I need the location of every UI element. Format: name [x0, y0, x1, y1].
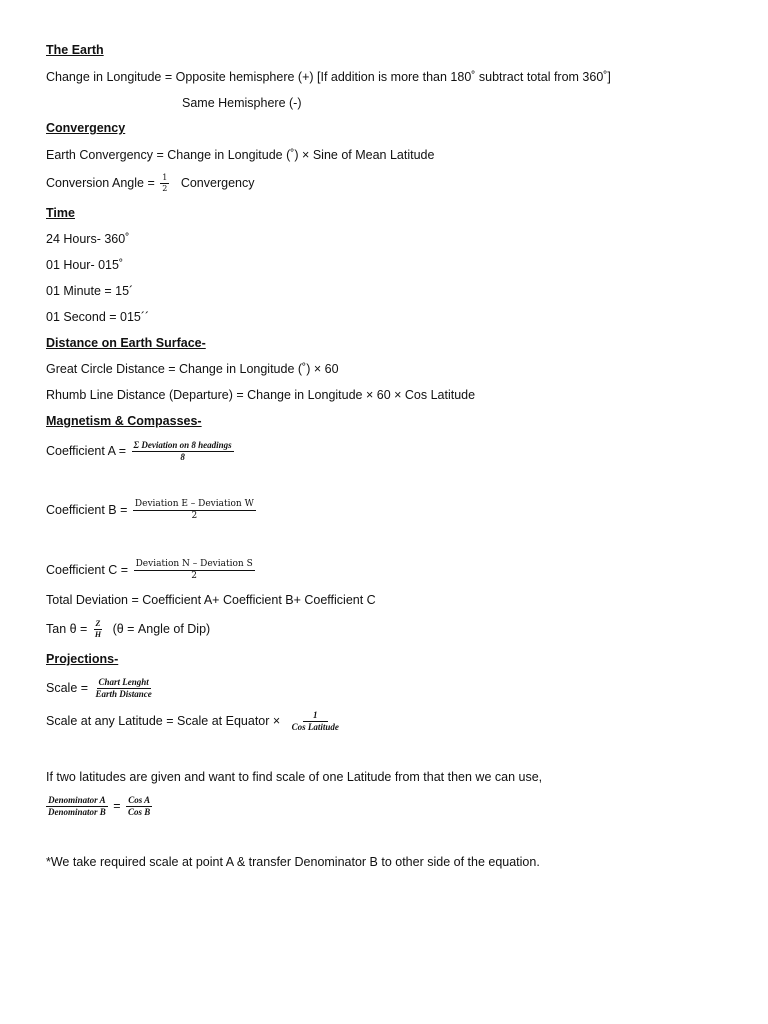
- coefficient-a-denominator: 8: [180, 452, 185, 463]
- transfer-note: *We take required scale at point A & transfer Denominator B to other side of the equation.: [46, 855, 540, 869]
- tan-denominator: H: [94, 630, 102, 640]
- coefficient-c-numerator: Deviation N – Deviation S: [134, 560, 255, 571]
- time-line-2: 01 Hour- 015˚: [46, 258, 124, 272]
- scale-fraction: [94, 678, 154, 700]
- coefficient-b-label: Coefficient B =: [46, 503, 128, 517]
- scale-at-latitude-formula: [46, 706, 343, 736]
- rhumb-line-formula: Rhumb Line Distance (Departure) = Change in Longitude × 60 × Cos Latitude: [46, 388, 476, 402]
- half-denominator: 2: [162, 184, 168, 194]
- coefficient-b-fraction: [133, 500, 256, 522]
- time-line-3: 01 Minute = 15´: [46, 284, 134, 298]
- coefficient-a-numerator: Σ Deviation on 8 headings: [132, 441, 234, 452]
- coefficient-c-formula: [46, 555, 257, 585]
- scale-formula: [46, 673, 156, 703]
- coefficient-a-label: Coefficient A =: [46, 444, 127, 458]
- scale-numerator: Chart Lenght: [97, 678, 151, 689]
- cos-latitude-numerator: 1: [303, 711, 328, 722]
- great-circle-formula: Great Circle Distance = Change in Longitude (˚) × 60: [46, 362, 339, 376]
- denominator-fraction: [46, 796, 108, 818]
- time-line-1: 24 Hours- 360˚: [46, 232, 130, 246]
- earth-convergency-formula: Earth Convergency = Change in Longitude (˚) × Sine of Mean Latitude: [46, 148, 435, 162]
- cos-b: Cos B: [128, 807, 151, 818]
- scale-denominator: Earth Distance: [95, 689, 152, 700]
- cos-ratio-fraction: [126, 796, 152, 818]
- coefficient-b-numerator: Deviation E – Deviation W: [133, 500, 256, 511]
- denominator-ratio-formula: [46, 791, 154, 821]
- cos-latitude-fraction: [290, 711, 341, 733]
- total-deviation-formula: Total Deviation = Coefficient A+ Coefficient B+ Coefficient C: [46, 593, 376, 607]
- cos-a: Cos A: [126, 796, 152, 807]
- denominator-a: Denominator A: [46, 796, 107, 807]
- half-numerator: 1: [160, 174, 169, 184]
- tan-theta-formula: [46, 614, 210, 644]
- convergency-word: Convergency: [180, 176, 255, 190]
- coefficient-b-denominator: 2: [191, 511, 198, 522]
- half-fraction: [160, 174, 169, 194]
- coefficient-a-formula: [46, 436, 236, 466]
- coefficient-b-formula: [46, 495, 258, 525]
- section-heading-the-earth: The Earth: [46, 43, 104, 57]
- scale-at-latitude-label: Scale at any Latitude = Scale at Equator ×: [46, 714, 281, 728]
- equals-sign: =: [113, 799, 121, 813]
- longitude-change-text: Change in Longitude = Opposite hemisphere (+) [If addition is more than 180˚ subtract total from 360˚]: [46, 70, 611, 84]
- same-hemisphere-text: Same Hemisphere (-): [182, 96, 302, 110]
- coefficient-c-denominator: 2: [191, 571, 198, 582]
- angle-of-dip-note: (θ = Angle of Dip): [112, 622, 211, 636]
- section-heading-magnetism: Magnetism & Compasses-: [46, 414, 202, 428]
- coefficient-c-fraction: [134, 560, 255, 582]
- denominator-b: Denominator B: [48, 807, 106, 818]
- section-heading-distance: Distance on Earth Surface-: [46, 336, 206, 350]
- section-heading-convergency: Convergency: [46, 121, 126, 135]
- time-line-4: 01 Second = 015´´: [46, 310, 150, 324]
- two-latitudes-text: If two latitudes are given and want to find scale of one Latitude from that then we can use,: [46, 770, 543, 784]
- scale-label: Scale =: [46, 681, 89, 695]
- coefficient-a-fraction: [132, 441, 234, 463]
- conversion-angle-label: Conversion Angle =: [46, 176, 155, 190]
- coefficient-c-label: Coefficient C =: [46, 563, 129, 577]
- section-heading-projections: Projections-: [46, 652, 119, 666]
- section-heading-time: Time: [46, 206, 75, 220]
- conversion-angle-formula: [46, 168, 254, 198]
- tan-theta-label: Tan θ =: [46, 622, 88, 636]
- tan-numerator: Z: [94, 620, 103, 630]
- tan-fraction: [93, 620, 103, 640]
- cos-latitude-denominator: Cos Latitude: [291, 722, 339, 733]
